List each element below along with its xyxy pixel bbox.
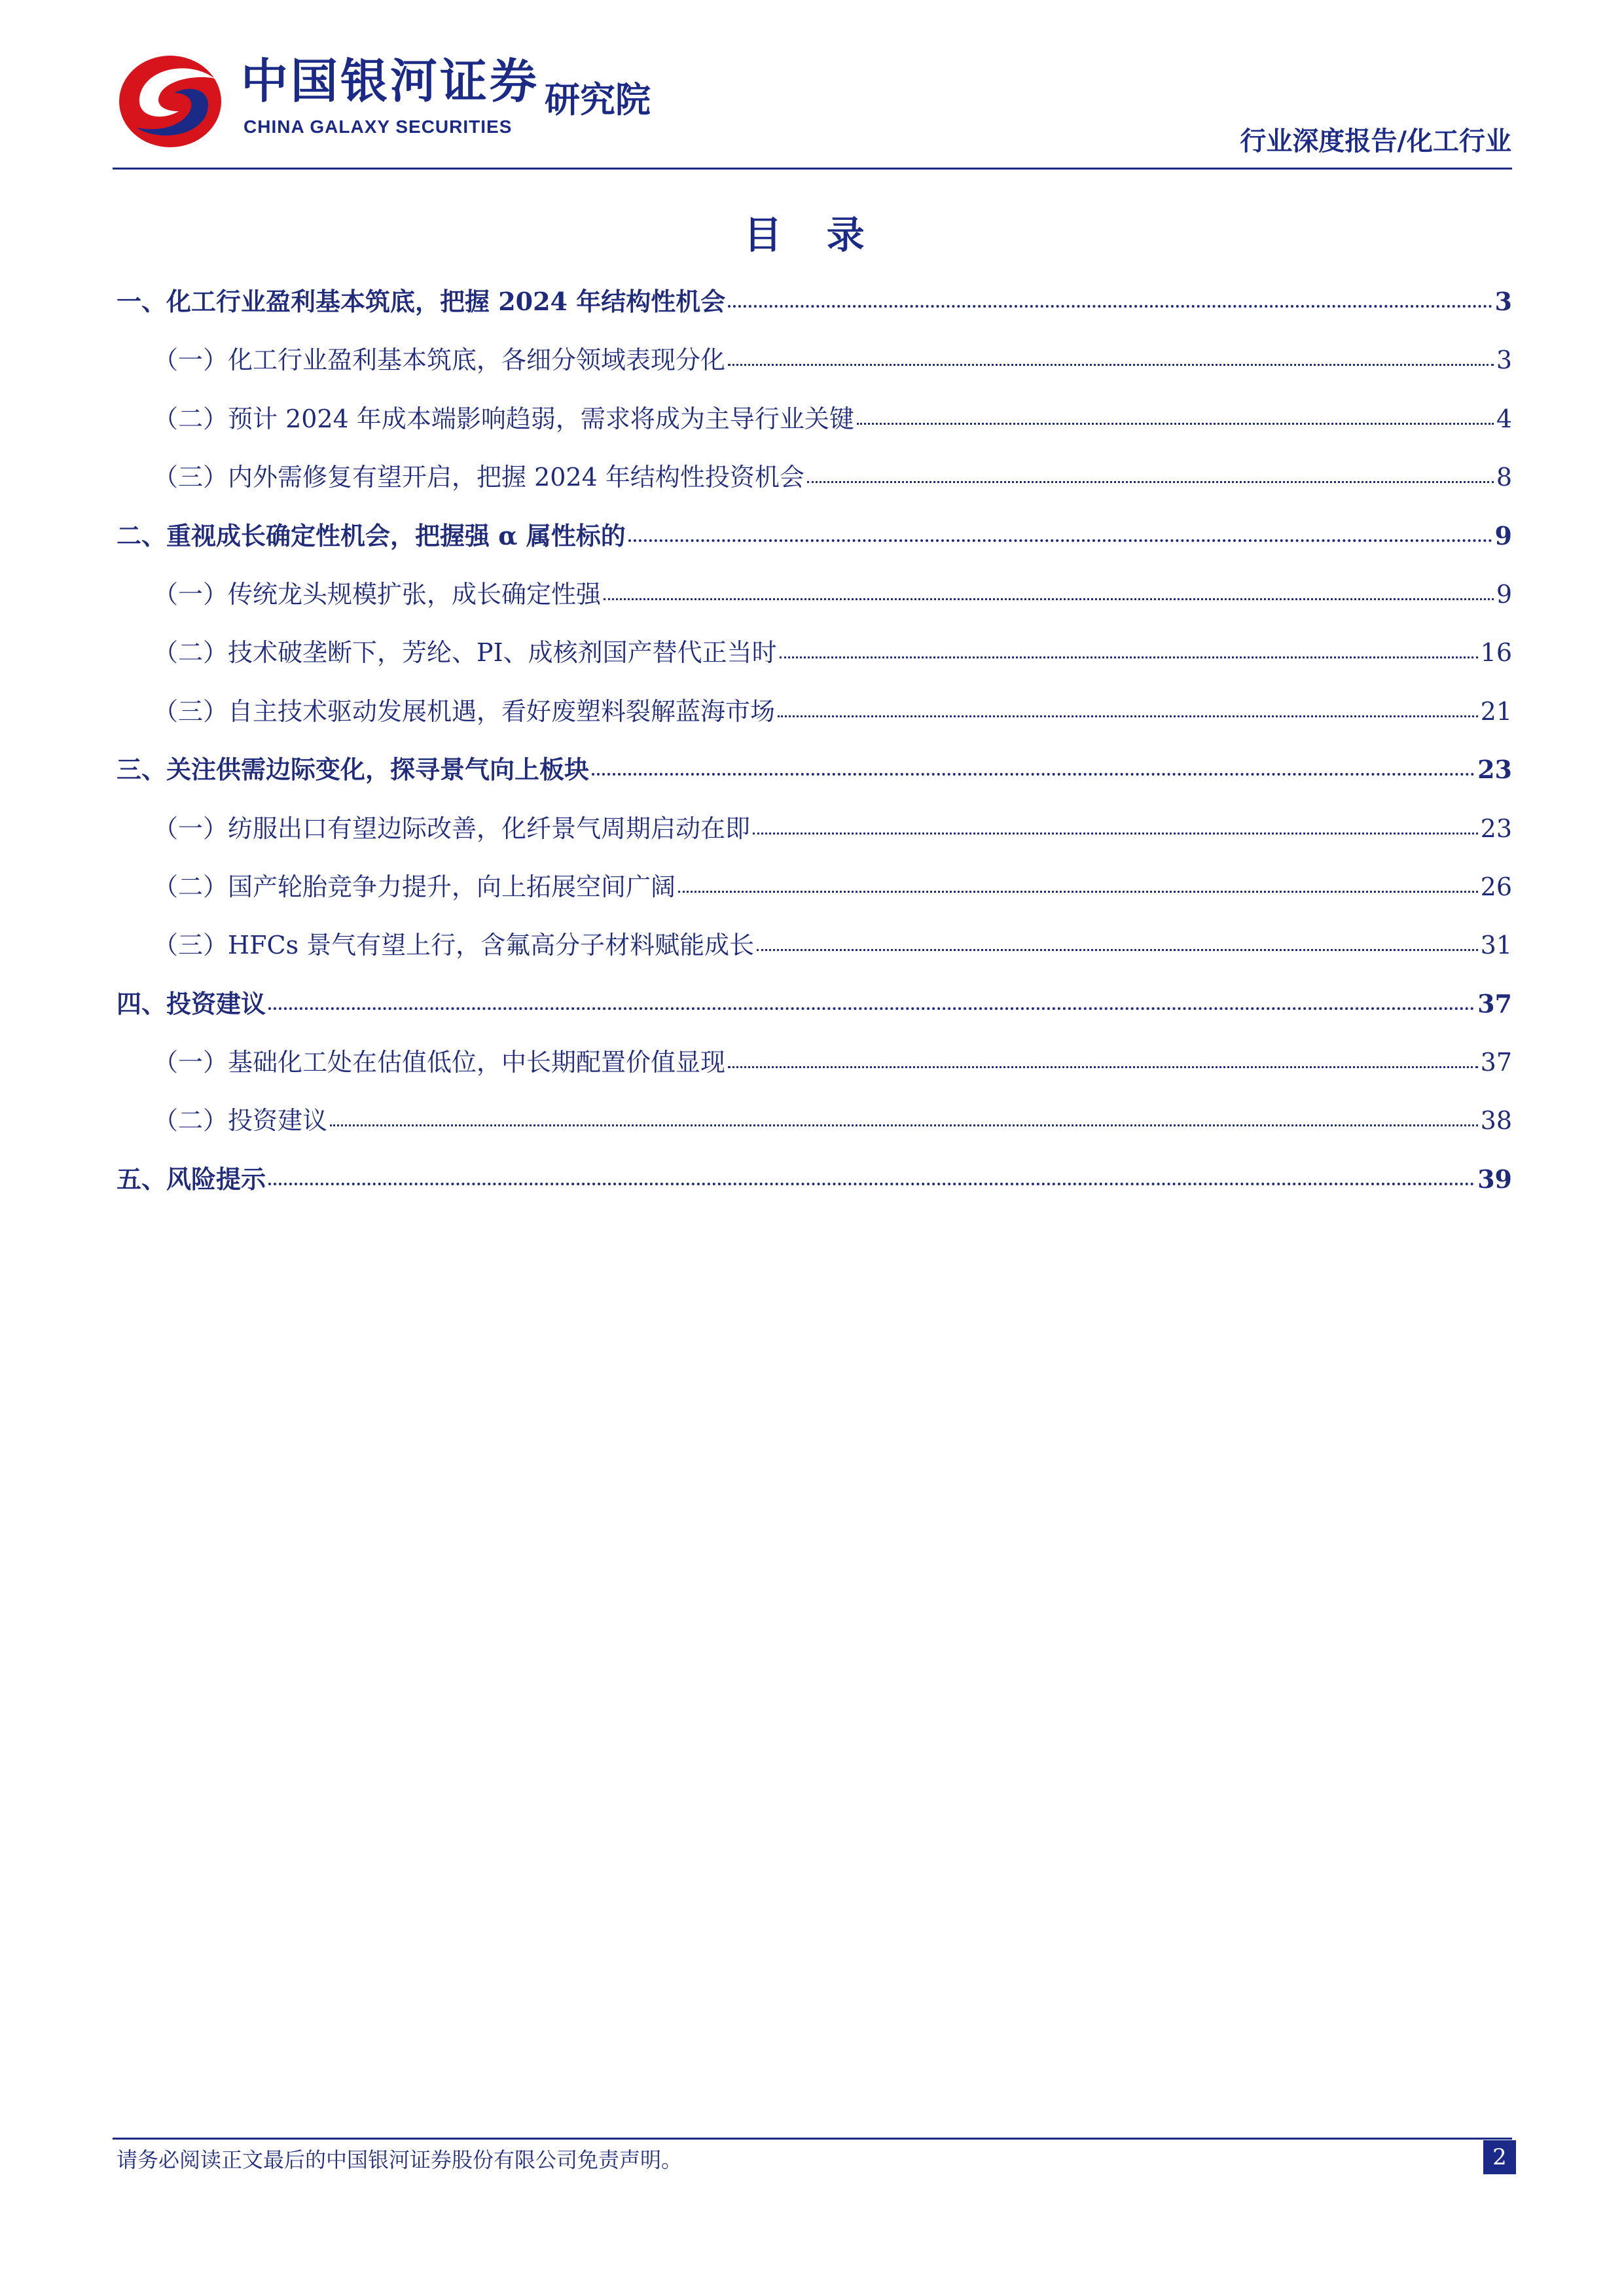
toc-entry-page: 37 (1480, 1048, 1512, 1077)
toc-entry-section-2[interactable] (117, 516, 1512, 574)
toc-entry-text: （三）自主技术驱动发展机遇，看好废塑料裂解蓝海市场 (153, 696, 776, 726)
toc-entry-text: 四、投资建议 (117, 988, 266, 1018)
toc-entry-text: 二、重视成长确定性机会，把握强 α 属性标的 (117, 520, 626, 550)
page-number-badge: 2 (1483, 2140, 1516, 2174)
toc-entry-page: 37 (1477, 988, 1512, 1018)
toc-entry-section-1-3[interactable] (117, 457, 1512, 515)
toc-dot-leader (780, 656, 1478, 658)
toc-title: 目 录 (744, 213, 880, 257)
footer-divider (113, 2138, 1512, 2140)
toc-entry-page: 26 (1480, 872, 1512, 901)
toc-entry-text: （三）HFCs 景气有望上行，含氟高分子材料赋能成长 (153, 931, 755, 960)
footer-disclaimer: 请务必阅读正文最后的中国银河证券股份有限公司免责声明。 (117, 2147, 683, 2172)
toc-entry-page: 9 (1494, 520, 1512, 550)
toc-entry-page: 9 (1496, 579, 1512, 609)
toc-entry-page: 21 (1480, 696, 1512, 726)
toc-dot-leader (268, 1182, 1475, 1185)
toc-entry-page: 38 (1480, 1106, 1512, 1136)
toc-entry-text: （一）化工行业盈利基本筑底，各细分领域表现分化 (153, 346, 726, 375)
toc-entry-text: 三、关注供需边际变化，探寻景气向上板块 (117, 755, 590, 785)
toc-entry-text: （一）传统龙头规模扩张，成长确定性强 (153, 579, 602, 609)
toc-entry-section-2-1[interactable] (117, 574, 1512, 632)
toc-dot-leader (857, 422, 1494, 425)
toc-dot-leader (330, 1124, 1478, 1126)
brand-name-en: CHINA GALAXY SECURITIES (244, 117, 513, 137)
toc-dot-leader (628, 539, 1492, 542)
toc-entry-section-1[interactable] (117, 281, 1512, 340)
toc-dot-leader (807, 480, 1494, 483)
toc-entry-text: （二）投资建议 (153, 1106, 328, 1136)
toc-dot-leader (757, 948, 1477, 951)
toc-entry-text: （二）国产轮胎竞争力提升，向上拓展空间广阔 (153, 872, 676, 901)
toc-dot-leader (753, 832, 1478, 834)
toc-entry-text: （三）内外需修复有望开启，把握 2024 年结构性投资机会 (153, 463, 804, 492)
toc-entry-section-2-2[interactable] (117, 632, 1512, 691)
toc-dot-leader (604, 598, 1494, 600)
toc-entry-section-4-2[interactable] (117, 1100, 1512, 1158)
toc-entry-page: 23 (1480, 814, 1512, 843)
toc-dot-leader (728, 304, 1492, 308)
toc-entry-page: 8 (1496, 463, 1512, 492)
toc-entry-text: 五、风险提示 (117, 1164, 266, 1194)
toc-entry-section-4[interactable] (117, 984, 1512, 1042)
page-header (0, 0, 1624, 171)
toc-entry-section-4-1[interactable] (117, 1042, 1512, 1100)
toc-entry-text: （二）预计 2024 年成本端影响趋弱，需求将成为主导行业关键 (153, 404, 854, 433)
toc-dot-leader (728, 1066, 1478, 1068)
toc-entry-section-1-2[interactable] (117, 399, 1512, 457)
toc-entry-text: （一）基础化工处在估值低位，中长期配置价值显现 (153, 1048, 726, 1077)
brand-name-cn: 中国银河证券 (241, 54, 540, 109)
toc-entry-text: （二）技术破垄断下，芳纶、PI、成核剂国产替代正当时 (153, 638, 777, 668)
report-type-label: 行业深度报告/化工行业 (1240, 126, 1511, 156)
toc-entry-section-3-3[interactable] (117, 925, 1512, 983)
toc-entry-section-5[interactable] (117, 1159, 1512, 1217)
toc-dot-leader (778, 715, 1478, 717)
toc-entry-section-3[interactable] (117, 749, 1512, 808)
header-divider (113, 168, 1512, 170)
toc-entry-section-3-1[interactable] (117, 808, 1512, 867)
china-galaxy-logo (117, 52, 225, 151)
toc-entry-page: 3 (1496, 346, 1512, 375)
toc-dot-leader (728, 363, 1494, 366)
toc-entry-section-2-3[interactable] (117, 691, 1512, 749)
toc-entry-page: 16 (1480, 638, 1512, 668)
toc-entry-page: 31 (1480, 931, 1512, 960)
toc-dot-leader (268, 1007, 1475, 1010)
toc-entry-text: 一、化工行业盈利基本筑底，把握 2024 年结构性机会 (117, 287, 726, 316)
toc-entry-text: （一）纺服出口有望边际改善，化纤景气周期启动在即 (153, 814, 751, 843)
toc-dot-leader (678, 890, 1478, 893)
toc-entry-section-1-1[interactable] (117, 340, 1512, 398)
toc-entry-page: 4 (1496, 404, 1512, 433)
toc-entry-page: 23 (1477, 755, 1512, 785)
toc-entry-page: 3 (1494, 287, 1512, 316)
table-of-contents (117, 281, 1512, 1217)
toc-entry-section-3-2[interactable] (117, 867, 1512, 925)
institute-label: 研究院 (545, 79, 651, 120)
toc-entry-page: 39 (1477, 1164, 1512, 1194)
toc-dot-leader (592, 772, 1475, 776)
